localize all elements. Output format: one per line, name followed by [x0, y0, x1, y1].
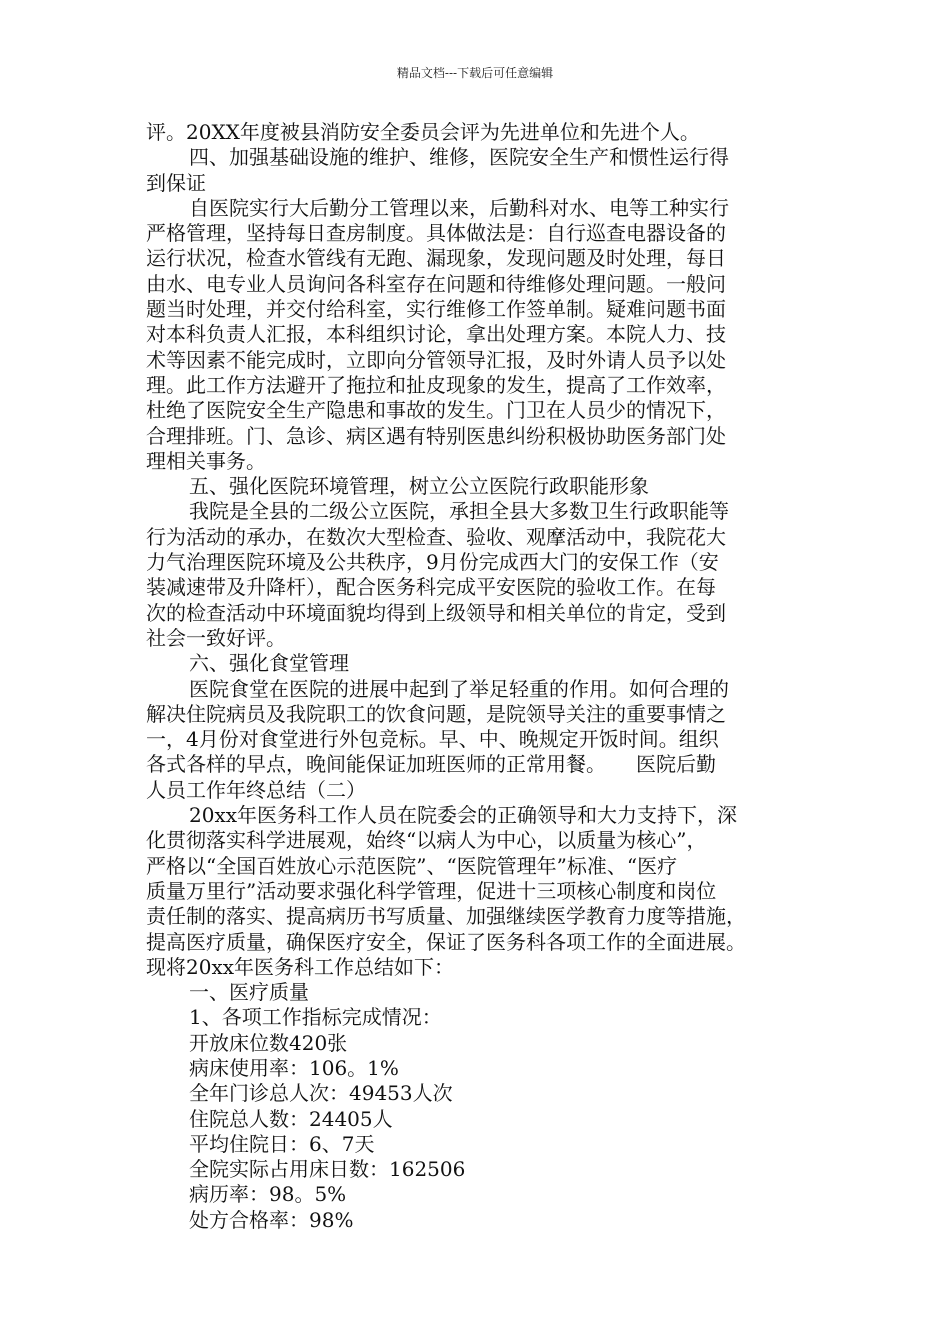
text-line: 医院食堂在医院的进展中起到了举足轻重的作用。如何合理的: [189, 676, 729, 701]
stat-line: 平均住院日：6、7天: [189, 1131, 375, 1156]
text-line: 行为活动的承办，在数次大型检查、验收、观摩活动中，我院花大: [146, 524, 726, 549]
text-line: 杜绝了医院安全生产隐患和事故的发生。门卫在人员少的情况下，: [146, 398, 726, 423]
section-heading: 四、加强基础设施的维护、维修，医院安全生产和惯性运行得: [189, 145, 729, 170]
page-header: 精品文档---下载后可任意编辑: [396, 66, 554, 80]
text-line: 严格管理，坚持每日查房制度。具体做法是：自行巡查电器设备的: [146, 221, 726, 246]
text-line: 运行状况，检查水管线有无跑、漏现象，发现问题及时处理，每日: [146, 246, 726, 271]
text-line: 我院是全县的二级公立医院，承担全县大多数卫生行政职能等: [189, 499, 729, 524]
stat-line: 住院总人数：24405人: [189, 1106, 393, 1131]
text-line: 理相关事务。: [146, 448, 266, 473]
text-line: 到保证: [146, 170, 206, 195]
text-line: 理。此工作方法避开了拖拉和扯皮现象的发生，提高了工作效率，: [146, 372, 726, 397]
stat-line: 病历率：98。5%: [189, 1182, 347, 1207]
text-line: 装减速带及升降杆），配合医务科完成平安医院的验收工作。在每: [146, 575, 716, 600]
stat-line: 处方合格率：98%: [189, 1207, 354, 1232]
text-line: 题当时处理，并交付给科室，实行维修工作签单制。疑难问题书面: [146, 297, 726, 322]
text-line: 由水、电专业人员询问各科室存在问题和待维修处理问题。一般问: [146, 271, 726, 296]
section-heading: 五、强化医院环境管理，树立公立医院行政职能形象: [189, 474, 649, 499]
text-line: 20xx年医务科工作人员在院委会的正确领导和大力支持下，深: [189, 803, 738, 828]
section-heading: 一、医疗质量: [189, 980, 309, 1005]
text-line: 解决住院病员及我院职工的饮食问题，是院领导关注的重要事情之: [146, 701, 726, 726]
document-body: [146, 120, 818, 1233]
section-heading: 六、强化食堂管理: [189, 651, 349, 676]
text-line: 质量万里行”活动要求强化科学管理，促进十三项核心制度和岗位: [146, 878, 717, 903]
stat-line: 开放床位数420张: [189, 1030, 348, 1055]
stat-line: 全年门诊总人次：49453人次: [189, 1081, 453, 1106]
text-line: 次的检查活动中环境面貌均得到上级领导和相关单位的肯定，受到: [146, 600, 726, 625]
text-line: 各式各样的早点，晚间能保证加班医师的正常用餐。 医院后勤: [146, 752, 716, 777]
text-line: 社会一致好评。: [146, 625, 286, 650]
text-line: 严格以“全国百姓放心示范医院”、“医院管理年”标准、“医疗: [146, 853, 678, 878]
stat-line: 全院实际占用床日数：162506: [189, 1157, 466, 1182]
text-line: 力气治理医院环境及公共秩序，9月份完成西大门的安保工作（安: [146, 550, 719, 575]
text-line: 合理排班。门、急诊、病区遇有特别医患纠纷积极协助医务部门处: [146, 423, 726, 448]
text-line: 评。20XX年度被县消防安全委员会评为先进单位和先进个人。: [146, 120, 700, 144]
text-line: 人员工作年终总结（二）: [146, 777, 366, 802]
text-line: 责任制的落实、提高病历书写质量、加强继续医学教育力度等措施，: [146, 904, 746, 929]
stat-line: 病床使用率：106。1%: [189, 1055, 399, 1080]
text-line: 提高医疗质量，确保医疗安全，保证了医务科各项工作的全面进展。: [146, 929, 746, 954]
text-line: 自医院实行大后勤分工管理以来，后勤科对水、电等工种实行: [189, 195, 729, 220]
text-line: 一，4月份对食堂进行外包竞标。早、中、晚规定开饭时间。组织: [146, 727, 719, 752]
text-line: 化贯彻落实科学进展观，始终“以病人为中心，以质量为核心”，: [146, 828, 707, 853]
subsection-heading: 1、各项工作指标完成情况：: [189, 1005, 442, 1030]
text-line: 对本科负责人汇报，本科组织讨论，拿出处理方案。本院人力、技: [146, 322, 726, 347]
text-line: 现将20xx年医务科工作总结如下：: [146, 954, 455, 979]
text-line: 术等因素不能完成时，立即向分管领导汇报，及时外请人员予以处: [146, 347, 726, 372]
